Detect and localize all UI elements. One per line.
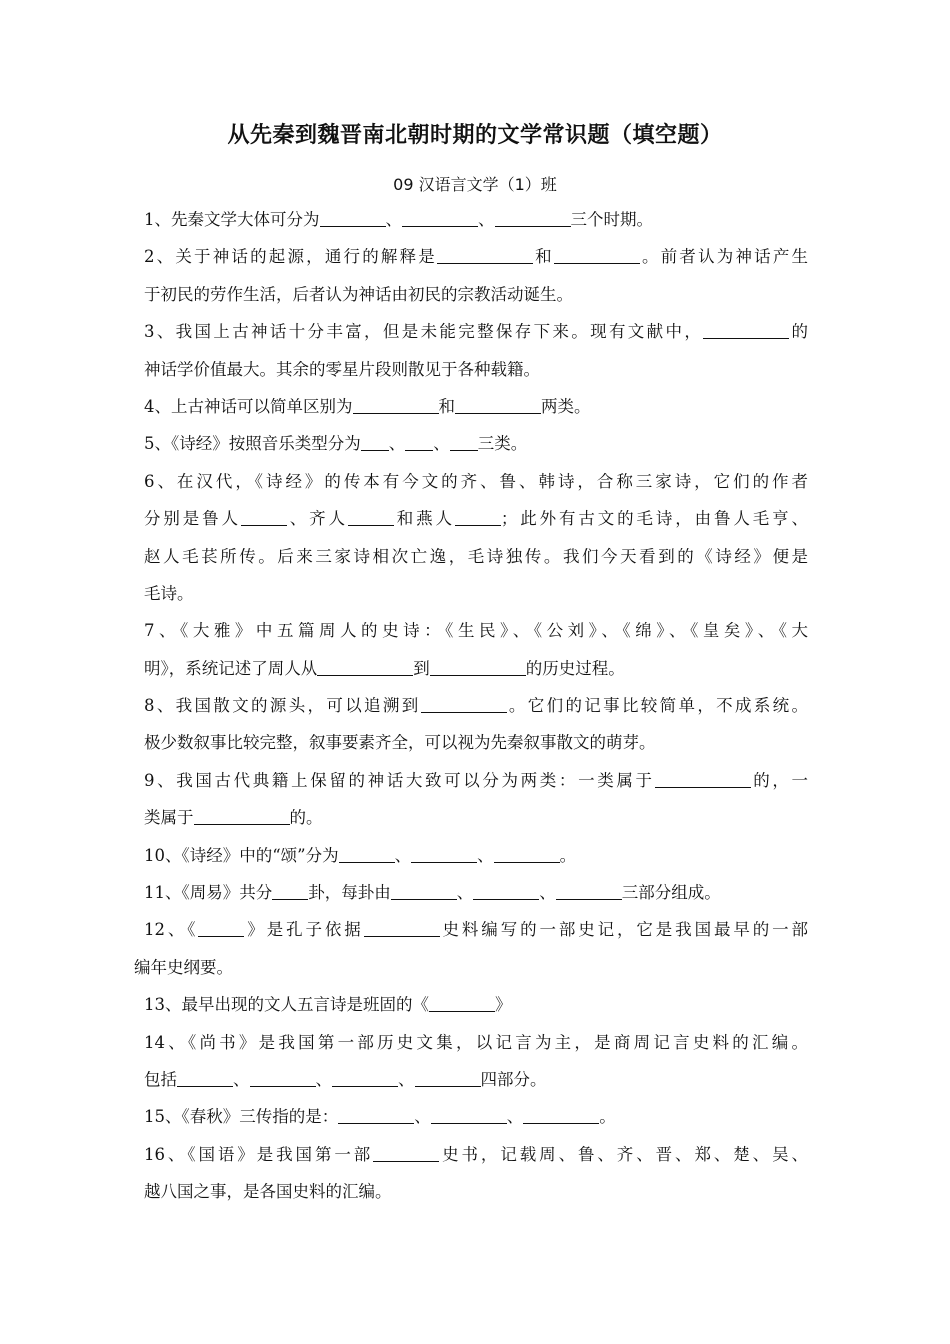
answer-blank[interactable] [495, 208, 571, 227]
question-5: 5、《诗经》按照音乐类型分为 、 、 三类。 [144, 434, 528, 454]
answer-blank[interactable] [338, 1105, 414, 1124]
question-14: 14、《尚书》是我国第一部历史文集，以记言为主，是商周记言史料的汇编。 [144, 1032, 808, 1052]
answer-blank[interactable] [430, 657, 526, 676]
answer-blank[interactable] [473, 881, 539, 900]
answer-blank[interactable] [373, 1143, 439, 1162]
question-8-cont: 极少数叙事比较完整，叙事要素齐全，可以视为先秦叙事散文的萌芽。 [144, 733, 656, 753]
answer-blank[interactable] [429, 993, 495, 1012]
answer-blank[interactable] [415, 1068, 481, 1087]
answer-blank[interactable] [703, 320, 789, 339]
answer-blank[interactable] [332, 1068, 398, 1087]
question-16-cont: 越八国之事，是各国史料的汇编。 [144, 1182, 392, 1202]
question-12: 12、《 》是孔子依据 史料编写的一部史记，它是我国最早的一部 [144, 920, 809, 940]
answer-blank[interactable] [339, 844, 395, 863]
answer-blank[interactable] [431, 1105, 507, 1124]
answer-blank[interactable] [450, 432, 478, 451]
answer-blank[interactable] [348, 507, 394, 526]
page-subtitle: 09 汉语言文学（1）班 [393, 175, 557, 194]
question-12-cont: 编年史纲要。 [134, 957, 233, 977]
answer-blank[interactable] [353, 395, 439, 414]
answer-blank[interactable] [655, 769, 751, 788]
question-10: 10、《诗经》中的“颂”分为 、 、 。 [144, 845, 577, 865]
question-3: 3、我国上古神话十分丰富，但是未能完整保存下来。现有文献中， 的 [144, 322, 809, 342]
question-list [134, 201, 809, 1211]
answer-blank[interactable] [455, 395, 541, 414]
answer-blank[interactable] [361, 432, 389, 451]
question-6-cont: 毛诗。 [144, 583, 194, 603]
question-15: 15、《春秋》三传指的是： 、 、 。 [144, 1107, 616, 1127]
answer-blank[interactable] [421, 694, 507, 713]
question-9: 9、我国古代典籍上保留的神话大致可以分为两类：一类属于 的，一 [144, 770, 809, 790]
answer-blank[interactable] [177, 1068, 233, 1087]
question-2-cont: 于初民的劳作生活，后者认为神话由初民的宗教活动诞生。 [144, 284, 573, 304]
answer-blank[interactable] [241, 507, 287, 526]
question-13: 13、最早出现的文人五言诗是班固的《 》 [144, 995, 512, 1015]
answer-blank[interactable] [194, 806, 290, 825]
question-14-cont: 包括 、 、 、 四部分。 [144, 1069, 547, 1089]
question-16: 16、《国语》是我国第一部 史书，记载周、鲁、齐、晋、郑、楚、吴、 [144, 1144, 809, 1164]
answer-blank[interactable] [523, 1105, 599, 1124]
answer-blank[interactable] [364, 918, 440, 937]
answer-blank[interactable] [437, 245, 533, 264]
question-3-cont: 神话学价值最大。其余的零星片段则散见于各种载籍。 [144, 359, 540, 379]
question-4: 4、上古神话可以简单区别为 和 两类。 [144, 396, 591, 416]
question-11: 11、《周易》共分 卦，每卦由 、 、 三部分组成。 [144, 883, 721, 903]
question-6-cont: 分别是鲁人 、齐人 和燕人 ；此外有古文的毛诗，由鲁人毛亨、 [144, 509, 808, 529]
question-1: 1、先秦文学大体可分为 、 、 三个时期。 [144, 210, 653, 229]
answer-blank[interactable] [554, 245, 640, 264]
answer-blank[interactable] [198, 918, 244, 937]
answer-blank[interactable] [411, 844, 477, 863]
question-7-cont: 明》，系统记述了周人从 到 的历史过程。 [144, 658, 625, 678]
answer-blank[interactable] [402, 208, 478, 227]
question-8: 8、我国散文的源头，可以追溯到 。它们的记事比较简单，不成系统。 [144, 696, 809, 716]
answer-blank[interactable] [317, 657, 413, 676]
answer-blank[interactable] [320, 208, 386, 227]
question-6-cont: 赵人毛苌所传。后来三家诗相次亡逸，毛诗独传。我们今天看到的《诗经》便是 [144, 546, 808, 566]
page-title: 从先秦到魏晋南北朝时期的文学常识题（填空题） [227, 123, 723, 148]
answer-blank[interactable] [455, 507, 501, 526]
question-9-cont: 类属于 的。 [144, 808, 323, 828]
answer-blank[interactable] [494, 844, 560, 863]
question-2: 2、关于神话的起源，通行的解释是 和 。前者认为神话产生 [144, 247, 809, 267]
question-7: 7、《大雅》中五篇周人的史诗：《生民》、《公刘》、《绵》、《皇矣》、《大 [144, 621, 808, 641]
answer-blank[interactable] [405, 432, 433, 451]
answer-blank[interactable] [556, 881, 622, 900]
answer-blank[interactable] [272, 881, 308, 900]
question-6: 6、在汉代，《诗经》的传本有今文的齐、鲁、韩诗，合称三家诗，它们的作者 [144, 471, 808, 491]
answer-blank[interactable] [250, 1068, 316, 1087]
answer-blank[interactable] [391, 881, 457, 900]
